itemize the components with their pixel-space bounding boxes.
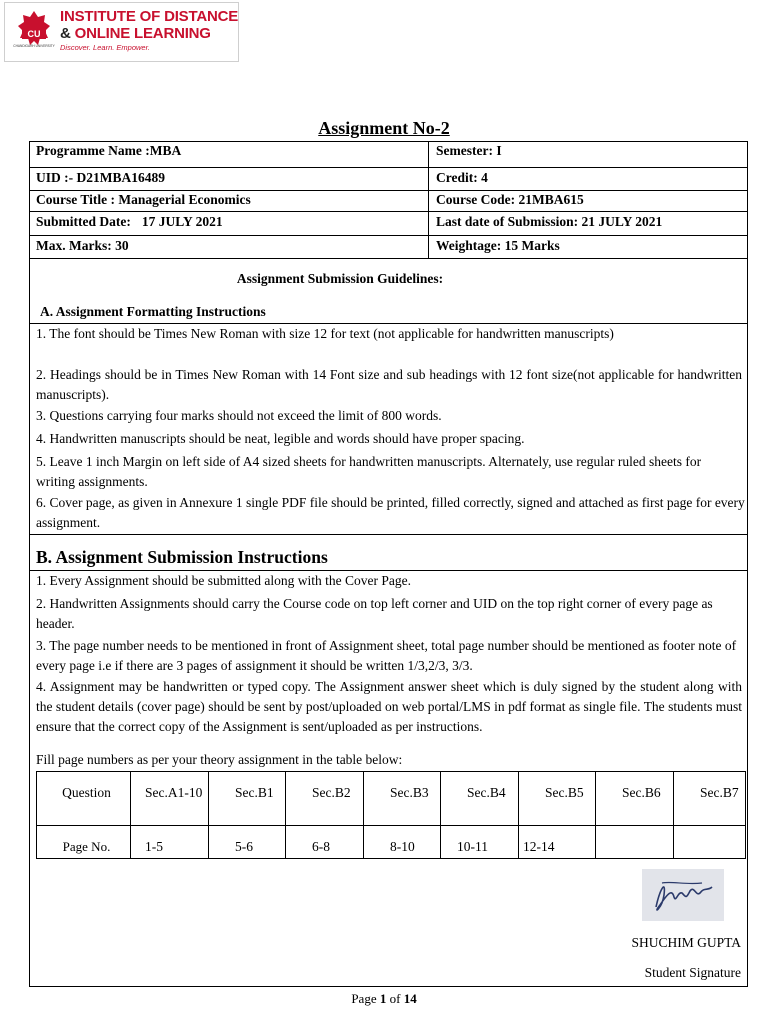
footer-total-pages: 14 (403, 991, 417, 1006)
section-a-item: 5. Leave 1 inch Margin on left side of A4 sized sheets for handwritten manuscripts. Alternately, use regular ruled sheets for writing assignments. (36, 454, 702, 489)
section-a-item: 2. Headings should be in Times New Roman with 14 Font size and sub headings with 12 font size(not applicable for handwritten manuscripts). (36, 367, 742, 402)
submitted-date (36, 214, 223, 230)
page-cell (596, 826, 674, 859)
handwritten-signature-icon (642, 869, 724, 921)
section-b-heading: B. Assignment Submission Instructions (36, 547, 328, 567)
course-title: Course Title : Managerial Economics (36, 192, 251, 207)
question-cell: Sec.B1 (209, 772, 286, 826)
submitted-date-value: 17 JULY 2021 (141, 214, 223, 229)
logo-ampersand: & (60, 25, 71, 42)
university-seal-icon (13, 9, 55, 55)
page-cell: 10-11 (441, 826, 519, 859)
seal-subtext: CHANDIGARH UNIVERSITY (13, 44, 55, 48)
page-cell: 5-6 (209, 826, 286, 859)
question-cell: Sec.B7 (674, 772, 746, 826)
page-cell: 6-8 (286, 826, 364, 859)
table-row (37, 826, 746, 859)
section-a-item: 1. The font should be Times New Roman with size 12 for text (not applicable for handwritten manuscripts) (36, 326, 614, 341)
info-row-divider (29, 190, 748, 191)
section-b-item: 3. The page number needs to be mentioned in front of Assignment sheet, total page number should be mentioned as footer note of every page i.e if there are 3 pages of assignment it should be written 1/3,2/3, 3/3. (36, 638, 737, 673)
page-number-table (36, 771, 746, 859)
section-a-item: 6. Cover page, as given in Annexure 1 single PDF file should be printed, filled correctly, signed and attached as first page for every assignment. (36, 495, 745, 530)
section-b-top-divider (29, 534, 748, 535)
max-marks: Max. Marks: 30 (36, 238, 129, 253)
credit: Credit: 4 (436, 170, 488, 185)
page-cell: 8-10 (364, 826, 441, 859)
course-code: Course Code: 21MBA615 (436, 192, 584, 207)
question-header: Question (37, 772, 131, 826)
info-row-divider (29, 258, 748, 259)
section-a-item: 4. Handwritten manuscripts should be neat, legible and words should have proper spacing. (36, 431, 525, 446)
student-name: SHUCHIM GUPTA (631, 935, 741, 950)
info-row-divider (29, 211, 748, 212)
page-no-header: Page No. (37, 826, 131, 859)
section-b-item: 2. Handwritten Assignments should carry the Course code on top left corner and UID on the top right corner of every page as header. (36, 596, 713, 631)
question-cell: Sec.B5 (519, 772, 596, 826)
info-row-divider (29, 235, 748, 236)
page-footer (0, 991, 768, 1007)
section-b-item: 1. Every Assignment should be submitted along with the Cover Page. (36, 573, 411, 588)
question-cell: Sec.B4 (441, 772, 519, 826)
footer-current-page: 1 (379, 991, 387, 1006)
question-cell: Sec.B3 (364, 772, 441, 826)
page-cell: 12-14 (519, 826, 596, 859)
page-cell (674, 826, 746, 859)
section-a-heading: A. Assignment Formatting Instructions (40, 304, 266, 319)
submitted-date-label: Submitted Date: (36, 214, 131, 229)
question-cell: Sec.A1-10 (131, 772, 209, 826)
table-row (37, 772, 746, 826)
guidelines-heading: Assignment Submission Guidelines: (236, 271, 444, 286)
logo-title-line2 (60, 25, 211, 42)
uid: UID :- D21MBA16489 (36, 170, 165, 185)
footer-middle: of (386, 991, 404, 1006)
question-cell: Sec.B2 (286, 772, 364, 826)
footer-prefix: Page (351, 991, 380, 1006)
signature-image (642, 869, 724, 921)
logo-title-line1: INSTITUTE OF DISTANCE (60, 8, 239, 25)
semester: Semester: I (436, 143, 502, 158)
seal-text: CU (27, 29, 41, 39)
info-row-divider (29, 167, 748, 168)
logo-title-line2-text: ONLINE LEARNING (70, 25, 211, 42)
programme-name: Programme Name :MBA (36, 143, 182, 158)
question-cell: Sec.B6 (596, 772, 674, 826)
section-a-item: 3. Questions carrying four marks should not exceed the limit of 800 words. (36, 408, 442, 423)
logo-tagline: Discover. Learn. Empower. (60, 43, 150, 52)
assignment-title: Assignment No-2 (318, 118, 450, 138)
page-cell: 1-5 (131, 826, 209, 859)
student-signature-label: Student Signature (644, 965, 741, 980)
weightage: Weightage: 15 Marks (436, 238, 560, 253)
section-b-item: 4. Assignment may be handwritten or typed copy. The Assignment answer sheet which is duly signed by the student along with the student details (cover page) should be sent by post/uploaded on web portal/LMS in pdf format as single file. The students must ensure that the correct copy of the Assignment is sent/uploaded as per instructions. (36, 679, 742, 734)
info-column-divider (428, 141, 429, 258)
fill-page-numbers-note: Fill page numbers as per your theory assignment in the table below: (36, 752, 403, 767)
last-date-of-submission: Last date of Submission: 21 JULY 2021 (436, 214, 663, 229)
